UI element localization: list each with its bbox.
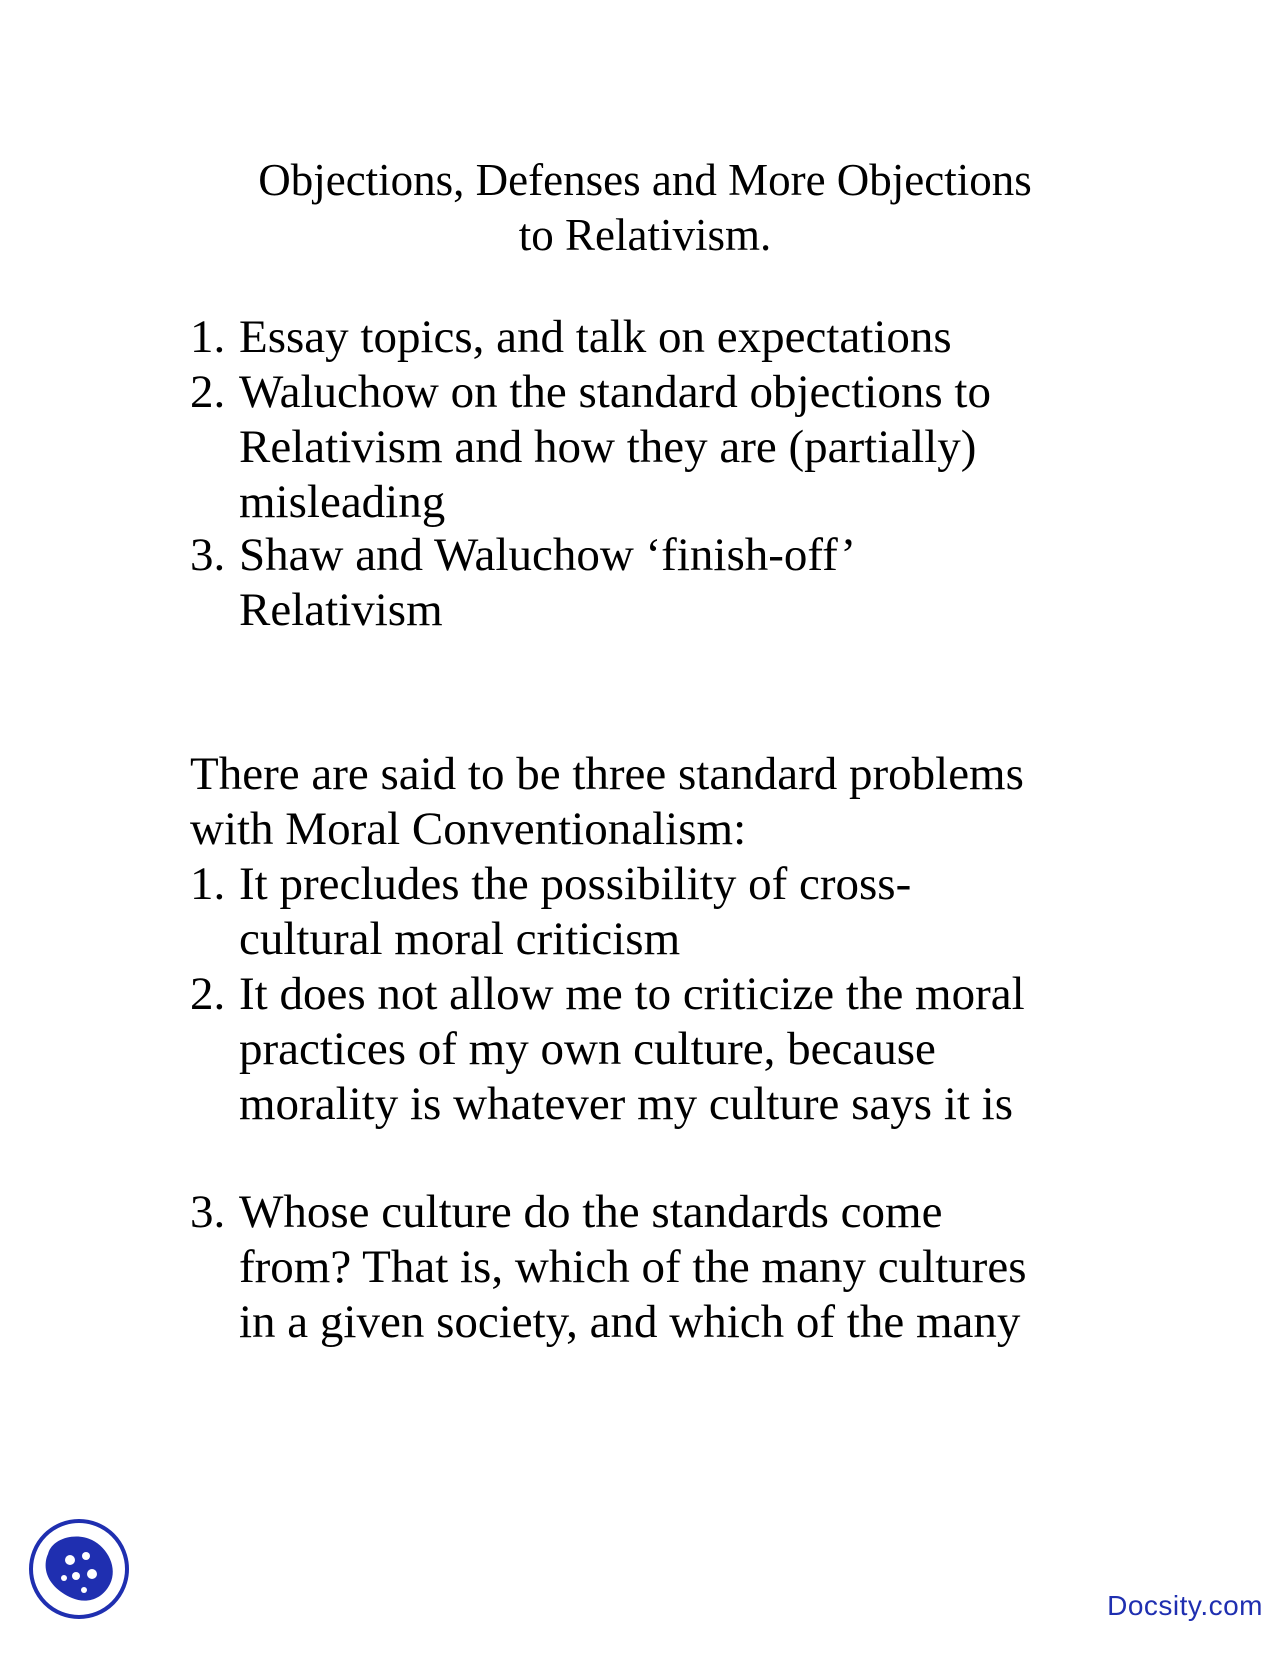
docsity-logo-icon: [26, 1516, 132, 1622]
list-item-text: Relativism: [239, 584, 443, 636]
list-number: 3.: [190, 1186, 226, 1238]
page-title-line-1: Objections, Defenses and More Objections: [258, 155, 1032, 205]
list-item-text: It precludes the possibility of cross-: [239, 858, 912, 910]
list-item-text: morality is whatever my culture says it is: [239, 1078, 1014, 1130]
list-item-text: practices of my own culture, because: [239, 1023, 936, 1075]
list-number: 3.: [190, 529, 226, 581]
list-number: 2.: [190, 366, 226, 418]
list-item-text: It does not allow me to criticize the moral: [239, 968, 1025, 1020]
list-number: 1.: [190, 858, 226, 910]
list-item-text: Whose culture do the standards come: [239, 1186, 943, 1238]
list-number: 2.: [190, 968, 226, 1020]
list-item-text: misleading: [239, 476, 446, 528]
list-item-text: in a given society, and which of the many: [239, 1296, 1021, 1348]
list-item-text: Essay topics, and talk on expectations: [239, 311, 952, 363]
problems-intro-line-2: with Moral Conventionalism:: [190, 803, 747, 855]
list-item-text: Relativism and how they are (partially): [239, 421, 977, 473]
docsity-watermark[interactable]: Docsity.com: [1107, 1590, 1263, 1621]
list-item-text: from? That is, which of the many cultures: [239, 1241, 1027, 1293]
list-item-text: cultural moral criticism: [239, 913, 681, 965]
problems-intro-line-1: There are said to be three standard problems: [190, 748, 1024, 800]
list-item-text: Waluchow on the standard objections to: [239, 366, 991, 418]
page-title-line-2: to Relativism.: [518, 210, 772, 260]
list-number: 1.: [190, 311, 226, 363]
list-item-text: Shaw and Waluchow ‘finish-off’: [239, 529, 857, 581]
